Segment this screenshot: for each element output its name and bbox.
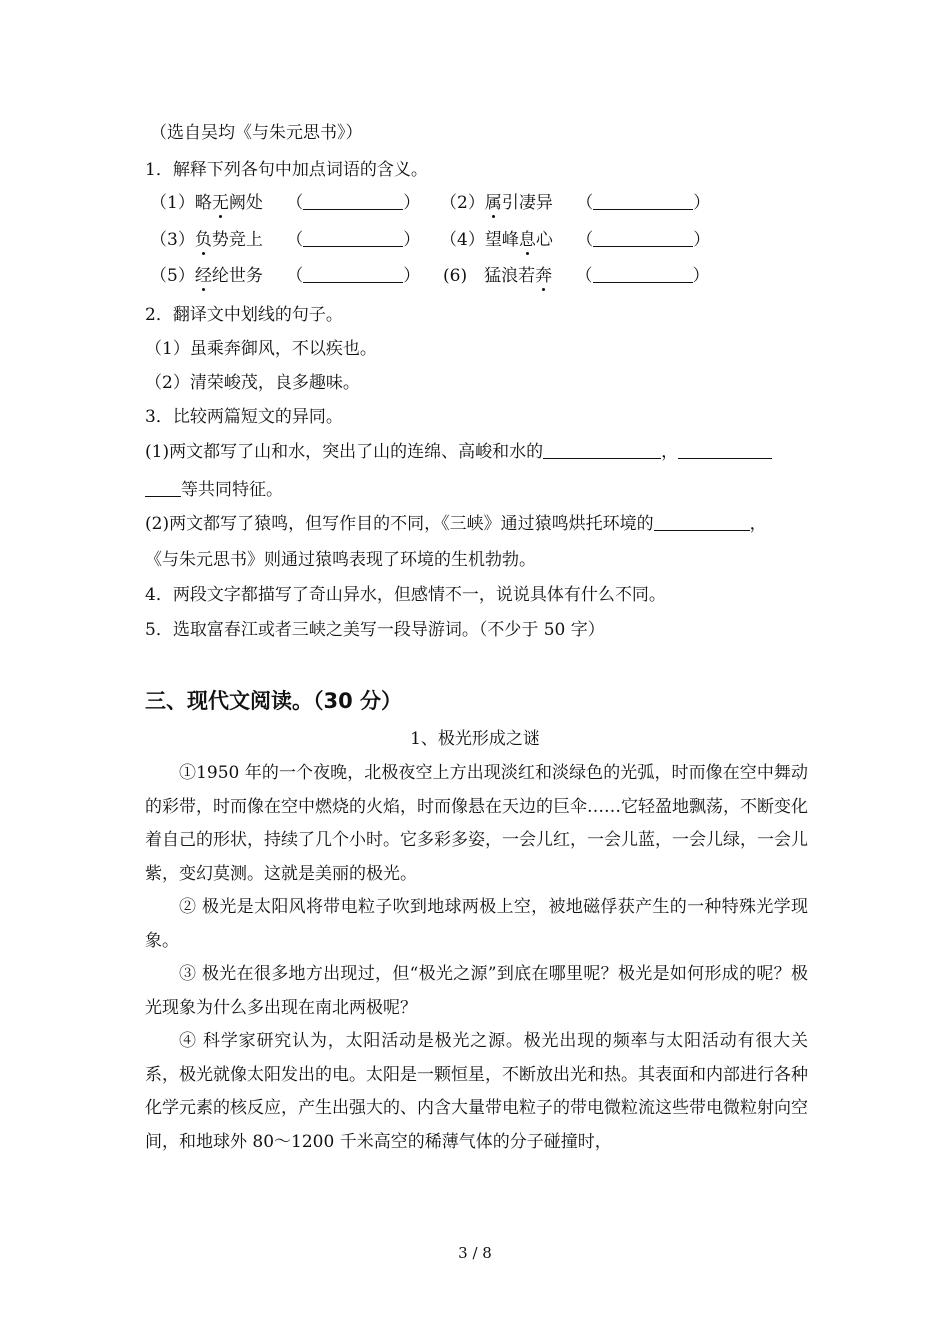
paragraph-3: ③ 极光在很多地方出现过，但“极光之源”到底在哪里呢？极光是如何形成的呢？极光现象为什么多出现在南北两极呢？ — [145, 964, 808, 1018]
answer-blank[interactable] — [593, 230, 693, 247]
q1-item-3 — [150, 229, 420, 251]
question-3-title: 3．比较两篇短文的异同。 — [145, 407, 343, 427]
question-2-title: 2．翻译文中划线的句子。 — [145, 305, 343, 325]
paren: （ — [286, 193, 304, 213]
dotted-char: 息 — [518, 230, 536, 250]
paragraph-2: ② 极光是太阳风将带电粒子吹到地球两极上空，被地磁俘获产生的一种特殊光学现象。 — [145, 897, 808, 951]
answer-blank[interactable] — [303, 230, 403, 247]
answer-blank[interactable] — [543, 442, 661, 459]
q2-sentence-1: （1）虽乘奔御风，不以疾也。 — [145, 339, 377, 359]
item-number: （5） — [150, 266, 195, 286]
item-text: 心 — [535, 230, 553, 250]
item-number: （3） — [150, 230, 195, 250]
paren: （ — [576, 230, 594, 250]
q3-text: ， — [661, 442, 679, 462]
q1-item-6 — [443, 265, 710, 287]
q1-item-1 — [150, 192, 420, 214]
q3-part-2-line-1 — [145, 513, 767, 535]
article-title: 1、极光形成之谜 — [410, 729, 540, 749]
item-text: 纶世务 — [211, 266, 263, 286]
dotted-char: 负 — [194, 230, 212, 250]
dotted-char: 奔 — [535, 266, 553, 286]
answer-blank[interactable] — [303, 266, 403, 283]
q3-part-2-line-2: 《与朱元思书》则通过猿鸣表现了环境的生机勃勃。 — [145, 550, 536, 570]
q3-text: (2)两文都写了猿鸣，但写作目的不同，《三峡》通过猿鸣烘托环境的 — [145, 514, 654, 534]
paren: ） — [403, 266, 421, 286]
item-text: 略 — [194, 193, 212, 213]
paren: ） — [693, 230, 711, 250]
answer-blank[interactable] — [303, 193, 403, 210]
q1-item-4 — [440, 229, 710, 251]
dotted-char: 属 — [484, 193, 502, 213]
q3-text: (1)两文都写了山和水，突出了山的连绵、高峻和水的 — [145, 442, 544, 462]
q2-sentence-2: （2）清荣峻茂，良多趣味。 — [145, 373, 360, 393]
item-text: 势竞上 — [211, 230, 263, 250]
question-1-title: 1．解释下列各句中加点词语的含义。 — [145, 160, 428, 180]
answer-blank[interactable] — [145, 480, 181, 497]
item-number: (6) — [443, 266, 485, 286]
item-number: （4） — [440, 230, 485, 250]
paragraph-4: ④ 科学家研究认为，太阳活动是极光之源。极光出现的频率与太阳活动有很大关系，极光就像太阳发出的电。太阳是一颗恒星，不断放出光和热。其表面和内部进行各种化学元素的核反应，产生出强大的、内含大量带电粒子的带电微粒流这些带电微粒射向空间，和地球外 80～1200 千米高空的稀薄气体的分子碰撞时， — [145, 1031, 808, 1152]
q3-text: 等共同特征。 — [181, 480, 283, 500]
answer-blank[interactable] — [654, 514, 750, 531]
dotted-char: 无 — [211, 193, 229, 213]
item-text: 阙处 — [228, 193, 263, 213]
item-text: 猛浪若 — [484, 266, 536, 286]
paren: ） — [692, 266, 710, 286]
q3-part-1-line-2 — [145, 479, 283, 501]
paren: ） — [403, 193, 421, 213]
answer-blank[interactable] — [593, 266, 693, 283]
paren: ） — [403, 230, 421, 250]
paren: （ — [576, 193, 594, 213]
page-number: 3 / 8 — [458, 1244, 492, 1262]
source-line: （选自吴均《与朱元思书》） — [150, 123, 363, 143]
paragraph-1: ①1950 年的一个夜晚，北极夜空上方出现淡红和淡绿色的光弧，时而像在空中舞动的彩带，时而像在空中燃烧的火焰，时而像悬在天边的巨伞……它轻盈地飘荡，不断变化着自己的形状，持续了几个小时。它多彩多姿，一会儿红，一会儿蓝，一会儿绿，一会儿紫，变幻莫测。这就是美丽的极光。 — [145, 763, 808, 884]
section-heading: 三、现代文阅读。（30 分） — [145, 689, 403, 713]
item-text: 引凄异 — [501, 193, 553, 213]
paren: （ — [286, 230, 304, 250]
item-number: （1） — [150, 193, 195, 213]
paren: ） — [693, 193, 711, 213]
dotted-char: 经 — [194, 266, 212, 286]
q1-item-5 — [150, 265, 420, 287]
item-text: 望峰 — [484, 230, 519, 250]
paren: （ — [575, 266, 593, 286]
item-number: （2） — [440, 193, 485, 213]
q3-part-1-line-1 — [145, 441, 772, 463]
question-4: 4．两段文字都描写了奇山异水，但感情不一，说说具体有什么不同。 — [145, 585, 666, 605]
answer-blank[interactable] — [593, 193, 693, 210]
question-5: 5．选取富春江或者三峡之美写一段导游词。（不少于 50 字） — [145, 620, 605, 640]
answer-blank[interactable] — [678, 442, 772, 459]
paren: （ — [286, 266, 304, 286]
q3-text: ， — [749, 514, 767, 534]
q1-item-2 — [440, 192, 710, 214]
